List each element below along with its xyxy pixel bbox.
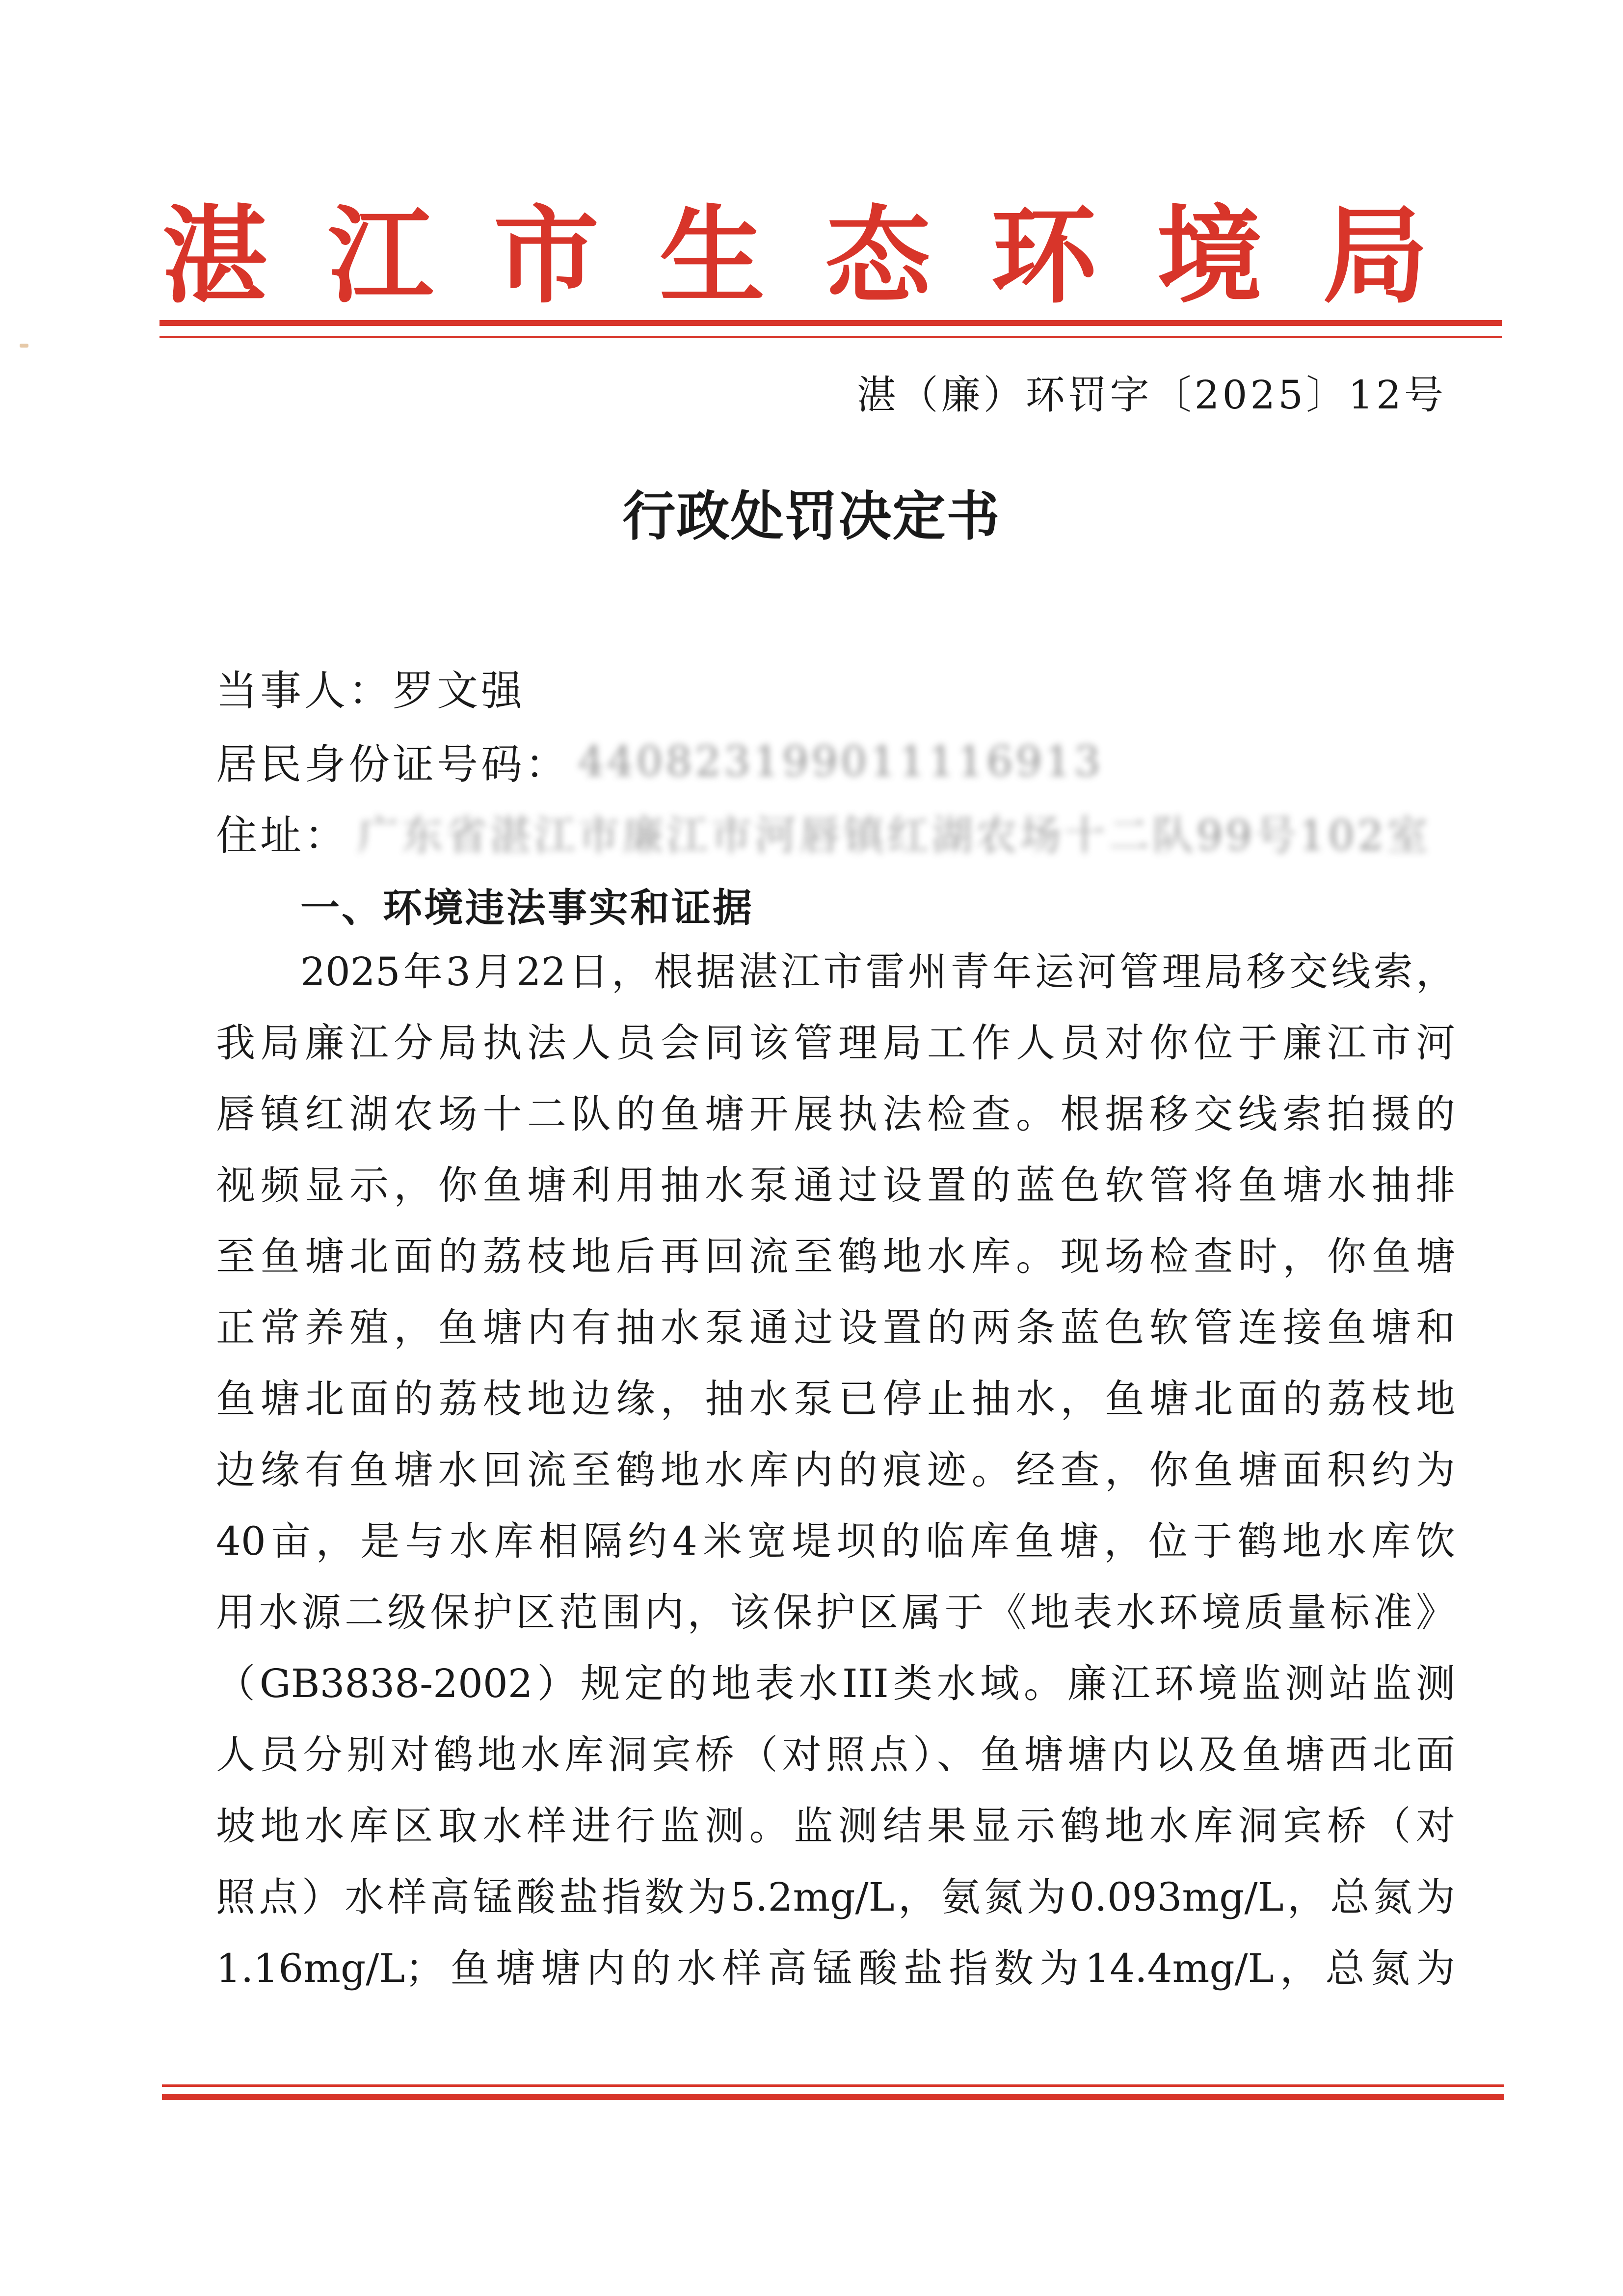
party-address-label: 住址： bbox=[216, 811, 349, 860]
scan-artifact bbox=[20, 344, 28, 348]
body-text-line: 用水源二级保护区范围内，该保护区属于《地表水环境质量标准》 bbox=[216, 1590, 1455, 1635]
body-text-line: 唇镇红湖农场十二队的鱼塘开展执法检查。根据移交线索拍摄的 bbox=[216, 1091, 1455, 1137]
body-text-line: 至鱼塘北面的荔枝地后再回流至鹤地水库。现场检查时，你鱼塘 bbox=[216, 1234, 1455, 1279]
party-address-value-redacted: 广东省湛江市廉江市河唇镇红湖农场十二队99号102室 bbox=[357, 811, 1431, 860]
title-char: 市 bbox=[493, 193, 599, 318]
body-text-line: 2025年3月22日，根据湛江市雷州青年运河管理局移交线索， bbox=[300, 949, 1455, 995]
party-id-line bbox=[216, 731, 1103, 791]
party-name-value: 罗文强 bbox=[393, 667, 526, 715]
body-text-line: （GB3838-2002）规定的地表水III类水域。廉江环境监测站监测 bbox=[216, 1661, 1455, 1706]
body-text-line: 照点）水样高锰酸盐指数为5.2mg/L，氨氮为0.093mg/L，总氮为 bbox=[216, 1874, 1455, 1920]
footer-divider-thin bbox=[162, 2084, 1504, 2087]
title-char: 态 bbox=[825, 193, 931, 318]
party-name-label: 当事人： bbox=[216, 667, 393, 715]
title-char: 生 bbox=[659, 193, 765, 318]
body-text-line: 边缘有鱼塘水回流至鹤地水库内的痕迹。经查，你鱼塘面积约为 bbox=[216, 1447, 1455, 1493]
header-divider-thin bbox=[160, 336, 1502, 338]
title-char: 湛 bbox=[162, 193, 267, 318]
body-text-line: 坡地水库区取水样进行监测。监测结果显示鹤地水库洞宾桥（对 bbox=[216, 1803, 1455, 1849]
body-text-line: 鱼塘北面的荔枝地边缘，抽水泵已停止抽水，鱼塘北面的荔枝地 bbox=[216, 1376, 1455, 1422]
body-text-line: 40亩，是与水库相隔约4米宽堤坝的临库鱼塘，位于鹤地水库饮 bbox=[216, 1518, 1455, 1564]
section-heading: 一、环境违法事实和证据 bbox=[300, 885, 754, 931]
title-char: 境 bbox=[1157, 193, 1263, 318]
party-id-value-redacted: 440823199011116913 bbox=[578, 737, 1103, 785]
party-id-label: 居民身份证号码： bbox=[216, 740, 570, 788]
document-type-title: 行政处罚决定书 bbox=[622, 486, 1001, 547]
document-number: 湛（廉）环罚字〔2025〕12号 bbox=[856, 372, 1446, 418]
title-char: 江 bbox=[327, 193, 433, 318]
body-text-line: 1.16mg/L；鱼塘塘内的水样高锰酸盐指数为14.4mg/L，总氮为 bbox=[216, 1945, 1455, 1991]
body-text-line: 人员分别对鹤地水库洞宾桥（对照点）、鱼塘塘内以及鱼塘西北面 bbox=[216, 1732, 1455, 1778]
party-name-line bbox=[216, 658, 525, 717]
issuing-authority-title bbox=[162, 191, 1428, 319]
header-divider-thick bbox=[160, 320, 1502, 326]
body-text-line: 视频显示，你鱼塘利用抽水泵通过设置的蓝色软管将鱼塘水抽排 bbox=[216, 1162, 1455, 1208]
title-char: 环 bbox=[991, 193, 1097, 318]
party-address-line bbox=[216, 803, 1431, 862]
body-text-line: 正常养殖，鱼塘内有抽水泵通过设置的两条蓝色软管连接鱼塘和 bbox=[216, 1305, 1455, 1351]
title-char: 局 bbox=[1322, 193, 1428, 318]
footer-divider-thick bbox=[162, 2094, 1504, 2100]
body-text-line: 我局廉江分局执法人员会同该管理局工作人员对你位于廉江市河 bbox=[216, 1020, 1455, 1066]
